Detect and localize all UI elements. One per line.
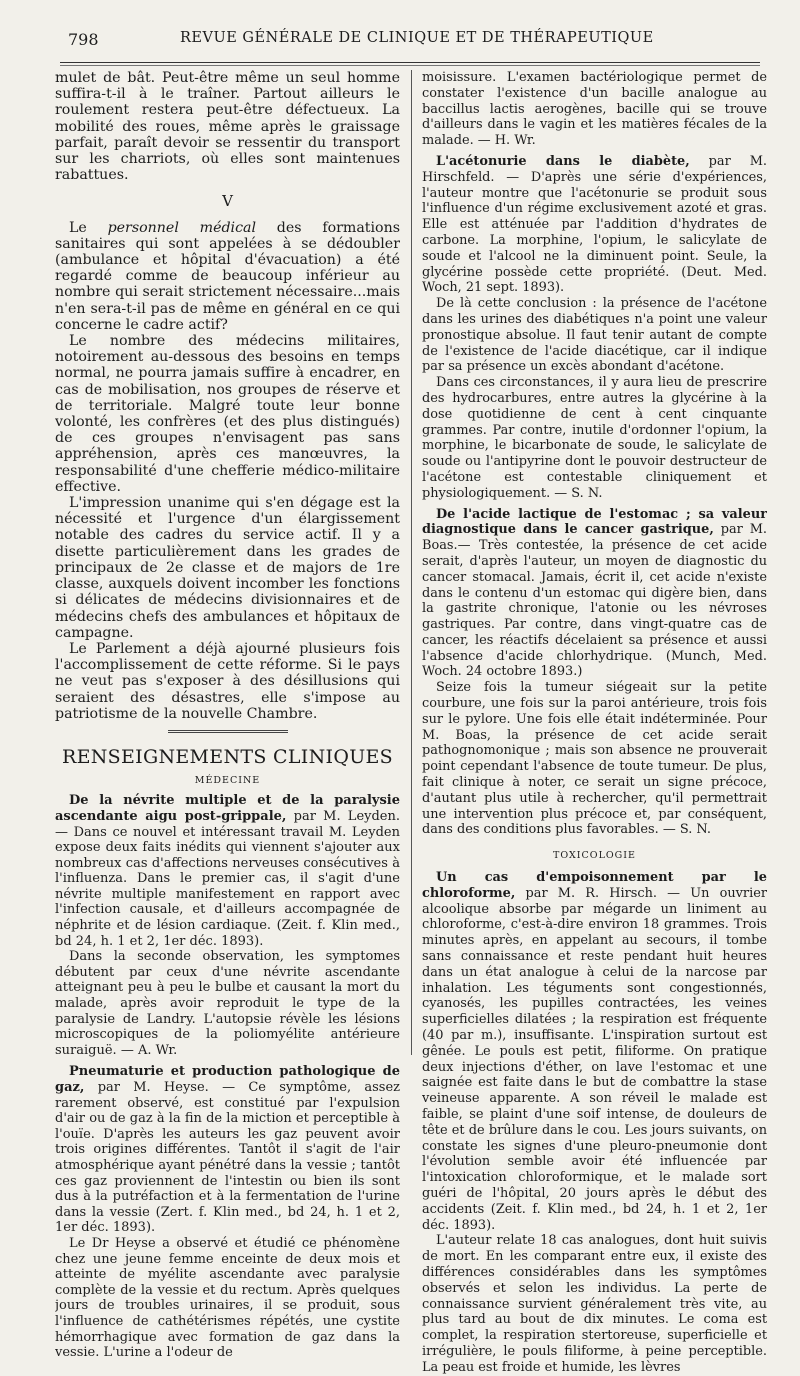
paragraph: Seize fois la tumeur siégeait sur la petite courbure, une fois sur la paroi antérieure, trois fois sur le pylore. Une fois elle était indéterminée. Pour M. Boas, la présence de cet acide serait pathognomonique ; mais son absence ne prouverait point cependant l'absence de toute tumeur. De plus, fait clinique à noter, ce serait un signe précoce, d'autant plus utile à rechercher, qu'il permettrait une intervention plus précoce et, par conséquent, dans des conditions plus favorables. — S. N. [422, 680, 767, 838]
article: De la névrite multiple et de la paralysie ascendante aigu post-grippale, par M. Leyden. — Dans ce nouvel et intéressant travail M. Leyden expose deux faits inédits qui viennent s'ajouter aux nombreux cas d'affections nerveuses consécutives à l'influenza. Dans le premier cas, il s'agit d'une névrite multiple manifestement en rapport avec l'infection causale, et d'ailleurs accompagnée de néphrite et de lésion cardiaque. (Zeit. f. Klin med., bd 24, h. 1 et 2, 1er déc. 1893). [55, 793, 400, 949]
paragraph: Dans la seconde observation, les symptomes débutent par ceux d'une névrite ascendante atteignant peu à peu le bulbe et causant la mort du malade, après avoir reproduit le type de la paralysie de Landry. L'autopsie révèle les lésions microscopiques de la poliomyélite antérieure suraiguë. — A. Wr. [55, 949, 400, 1058]
article-title: L'acétonurie dans le diabète, [436, 153, 690, 169]
article: L'acétonurie dans le diabète, par M. Hirschfeld. — D'après une série d'expériences, l'auteur montre que l'acétonurie se produit sous l'influence d'un régime exclusivement azoté et gras. Elle est atténuée par l'addition d'hydrates de carbone. La morphine, l'opium, le salicylate de soude et l'alcool ne la diminuent point. Seule, la glycérine possède cette propriété. (Deut. Med. Woch, 21 sept. 1893). [422, 153, 767, 296]
column-divider [411, 70, 412, 1055]
page-header [60, 30, 760, 52]
article-title: De l'acide lactique de l'estomac ; sa valeur diagnostique dans le cancer gastrique, [422, 506, 767, 538]
page-number: 798 [68, 30, 99, 49]
paragraph: L'impression unanime qui s'en dégage est la nécessité et l'urgence d'un élargissement notable des cadres du service actif. Il y a disette particulièrement dans les grades de principaux de 2e classe et de majors de 1re classe, auxquels doivent incomber les fonctions si délicates de médecins divisionnaires et de médecins chefs des ambulances et hôpitaux de campagne. [55, 495, 400, 641]
paragraph: L'auteur relate 18 cas analogues, dont huit suivis de mort. En les comparant entre eux, il existe des différences considérables dans les symptômes observés et selon les individus. La perte de connaissance survient généralement très vite, au plus tard au bout de dix minutes. Le coma est complet, la respiration stertoreuse, superficielle et irrégulière, le pouls filiforme, à peine perceptible. La peau est froide et humide, les lèvres [422, 1233, 767, 1375]
header-rule [60, 62, 760, 63]
article: Pneumaturie et production pathologique de gaz, par M. Heyse. — Ce symptôme, assez rarement observé, est constitué par l'expulsion d'air ou de gaz à la fin de la miction et perceptible à l'ouïe. D'après les auteurs les gaz peuvent avoir trois origines différentes. Tantôt il s'agit de l'air atmosphérique ayant pénétré dans la vessie ; tantôt ces gaz proviennent de l'intestin ou bien ils sont dus à la putréfaction et à la fermentation de l'urine dans la vessie (Zert. f. Klin med., bd 24, h. 1 et 2, 1er déc. 1893). [55, 1064, 400, 1236]
subsection-heading: TOXICOLOGIE [553, 850, 636, 862]
paragraph: mulet de bât. Peut-être même un seul homme suffira-t-il à le traîner. Partout ailleurs le roulement restera peut-être défectueux. La mobilité des roues, même après le graissage parfait, paraît devoir se ressentir du transport sur les charriots, où elles sont maintenues rabattues. [55, 70, 400, 184]
paragraph: Dans ces circonstances, il y aura lieu de prescrire des hydrocarbures, entre autres la glycérine à la dose quotidienne de cent à cent cinquante grammes. Par contre, inutile d'ordonner l'opium, la morphine, le bicarbonate de soude, le salicylate de soude ou l'antipyrine dont le pouvoir destructeur de l'acétone est contestable cliniquement et physiologiquement. — S. N. [422, 375, 767, 501]
article: De l'acide lactique de l'estomac ; sa valeur diagnostique dans le cancer gastrique, par M. Boas.— Très contestée, la présence de cet acide serait, d'après l'auteur, un moyen de diagnostic du cancer stomacal. Jamais, écrit il, cet acide n'existe dans le contenu d'un estomac qui digère bien, dans la gastrite chronique, l'atonie ou les névroses gastriques. Par contre, dans vingt-quatre cas de cancer, les réactifs décelaient sa présence et aussi l'absence d'acide chlorhydrique. (Munch, Med. Woch. 24 octobre 1893.) [422, 506, 767, 680]
paragraph: Le nombre des médecins militaires, notoirement au-dessous des besoins en temps normal, ne pourra jamais suffire à encadrer, en cas de mobilisation, nos groupes de réserve et de territoriale. Malgré toute leur bonne volonté, les confrères (et des plus distingués) de ces groupes n'envisagent pas sans appréhension, après ces manœuvres, la responsabilité d'une chefferie médico-militaire effective. [55, 333, 400, 495]
paragraph: Le personnel médical des formations sanitaires qui sont appelées à se dédoubler (ambulance et hôpital d'évacuation) a été regardé comme de beaucoup inférieur au nombre qui serait strictement nécessaire...mais n'en sera-t-il pas de même en général en ce qui concerne le cadre actif? [55, 219, 400, 333]
subsection-heading: MÉDECINE [194, 775, 261, 787]
running-title: REVUE GÉNÉRALE DE CLINIQUE ET DE THÉRAPEUTIQUE [180, 30, 654, 46]
section-number: V [222, 192, 233, 211]
paragraph: Le Parlement a déjà ajourné plusieurs fois l'accomplissement de cette réforme. Si le pays ne veut pas s'exposer à des désillusions qui seraient des désastres, elle s'impose au patriotisme de la nouvelle Chambre. [55, 640, 400, 722]
article-title: De la névrite multiple et de la paralysie ascendante aigu post-grippale, [55, 793, 400, 824]
paragraph: De là cette conclusion : la présence de l'acétone dans les urines des diabétiques n'a point une valeur pronostique absolue. Il faut tenir autant de compte de l'existence de l'acide diacétique, car il indique par sa présence un excès abondant d'acétone. [422, 296, 767, 375]
left-column [55, 70, 400, 1361]
article: Un cas d'empoisonnement par le chloroforme, par M. R. Hirsch. — Un ouvrier alcoolique absorbe par mégarde un liniment au chloroforme, c'est-à-dire environ 18 grammes. Trois minutes après, en appelant au secours, il tombe sans connaissance et reste pendant huit heures dans un état analogue à celui de la narcose par inhalation. Les téguments sont congestionnés, cyanosés, les pupilles contractées, les veines superficielles dilatées ; la respiration est fréquente (40 par m.), insuffisante. L'inspiration surtout est gênée. Le pouls est petit, filiforme. On pratique deux injections d'éther, on lave l'estomac et une saignée est faite dans le but de combattre la stase veineuse apparente. A son réveil le malade est faible, se plaint d'une soif intense, de douleurs de tête et de brûlure dans le cou. Les jours suivants, on constate les signes d'une pleuro-pneumonie dont l'évolution semble avoir été influencée par l'intoxication chloroformique, et le malade sort guéri de l'hôpital, 20 jours après le début des accidents (Zeit. f. Klin med., bd 24, h. 1 et 2, 1er déc. 1893). [422, 870, 767, 1233]
paragraph: moisissure. L'examen bactériologique permet de constater l'existence d'un bacille analogue au baccillus lactis aerogènes, bacille qui se trouve d'ailleurs dans le vagin et les matières fécales de la malade. — H. Wr. [422, 70, 767, 149]
article-title: Pneumaturie et production pathologique de gaz, [55, 1064, 400, 1096]
section-heading: RENSEIGNEMENTS CLINIQUES [61, 745, 393, 768]
paragraph: Le Dr Heyse a observé et étudié ce phénomène chez une jeune femme enceinte de deux mois et atteinte de myélite ascendante avec paralysie complète de la vessie et du rectum. Après quelques jours de troubles urinaires, il se produit, sous l'influence de cathétérismes répétés, une cystite hémorrhagique avec formation de gaz dans la vessie. L'urine a l'odeur de [55, 1235, 400, 1361]
right-column [422, 70, 767, 1376]
article-title: Un cas d'empoisonnement par le chloroforme, [422, 870, 767, 901]
header-rule-thin [60, 65, 760, 66]
decorative-rule [168, 730, 288, 739]
